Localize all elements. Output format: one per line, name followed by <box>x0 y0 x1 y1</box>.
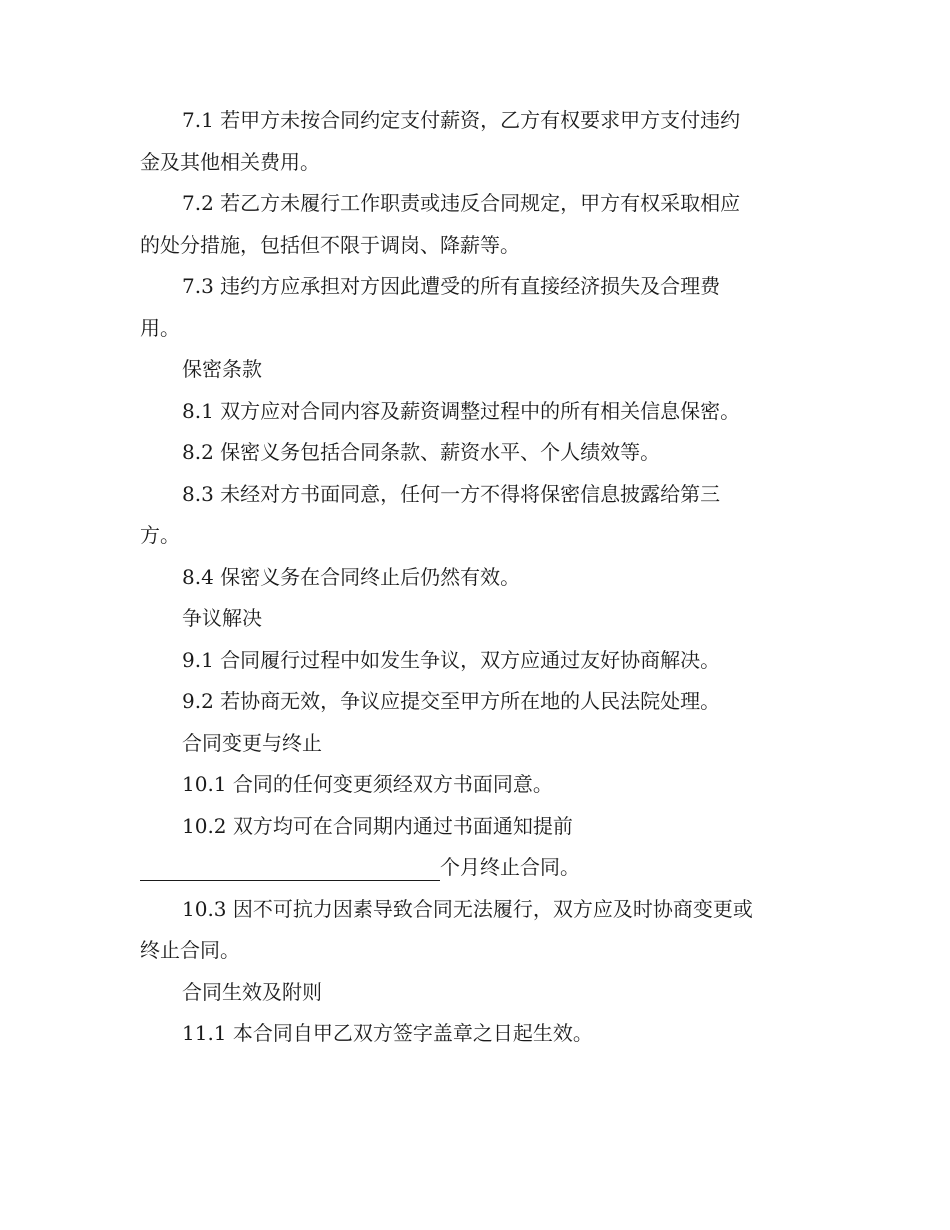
clause-8-1: 8.1 双方应对合同内容及薪资调整过程中的所有相关信息保密。 <box>182 398 741 423</box>
clause-10-2-tail: 个月终止合同。 <box>440 855 580 879</box>
clause-7-2-line-1: 7.2 若乙方未履行工作职责或违反合同规定，甲方有权采取相应 <box>182 191 741 215</box>
clause-11-1: 11.1 本合同自甲乙双方签字盖章之日起生效。 <box>182 1021 593 1045</box>
clause-8-4: 8.4 保密义务在合同终止后仍然有效。 <box>182 564 521 589</box>
section-heading-effectiveness: 合同生效及附则 <box>182 979 322 1004</box>
section-heading-confidentiality: 保密条款 <box>182 357 262 381</box>
clause-9-1: 9.1 合同履行过程中如发生争议，双方应通过友好协商解决。 <box>182 647 721 672</box>
clause-8-2: 8.2 保密义务包括合同条款、薪资水平、个人绩效等。 <box>182 440 661 464</box>
clause-7-3-line-2: 用。 <box>140 315 180 340</box>
clause-7-1-line-1: 7.1 若甲方未按合同约定支付薪资，乙方有权要求甲方支付违约 <box>182 108 741 132</box>
clause-8-3-line-2: 方。 <box>140 523 180 547</box>
clause-7-2-line-2: 的处分措施，包括但不限于调岗、降薪等。 <box>140 232 520 257</box>
document-page <box>140 100 810 1055</box>
clause-7-1-line-2: 金及其他相关费用。 <box>140 149 320 174</box>
fill-in-blank <box>140 854 440 881</box>
clause-7-3-line-1: 7.3 违约方应承担对方因此遭受的所有直接经济损失及合理费 <box>182 274 721 298</box>
clause-10-2-line-2 <box>140 847 810 889</box>
section-heading-dispute: 争议解决 <box>182 606 262 630</box>
clause-10-2-line-1: 10.2 双方均可在合同期内通过书面通知提前 <box>182 813 573 838</box>
clause-9-2: 9.2 若协商无效，争议应提交至甲方所在地的人民法院处理。 <box>182 689 721 713</box>
clause-10-1: 10.1 合同的任何变更须经双方书面同意。 <box>182 772 553 796</box>
clause-10-3-line-2: 终止合同。 <box>140 938 240 962</box>
section-heading-change-termination: 合同变更与终止 <box>182 730 322 755</box>
clause-8-3-line-1: 8.3 未经对方书面同意，任何一方不得将保密信息披露给第三 <box>182 481 721 506</box>
clause-10-3-line-1: 10.3 因不可抗力因素导致合同无法履行，双方应及时协商变更或 <box>182 896 753 921</box>
